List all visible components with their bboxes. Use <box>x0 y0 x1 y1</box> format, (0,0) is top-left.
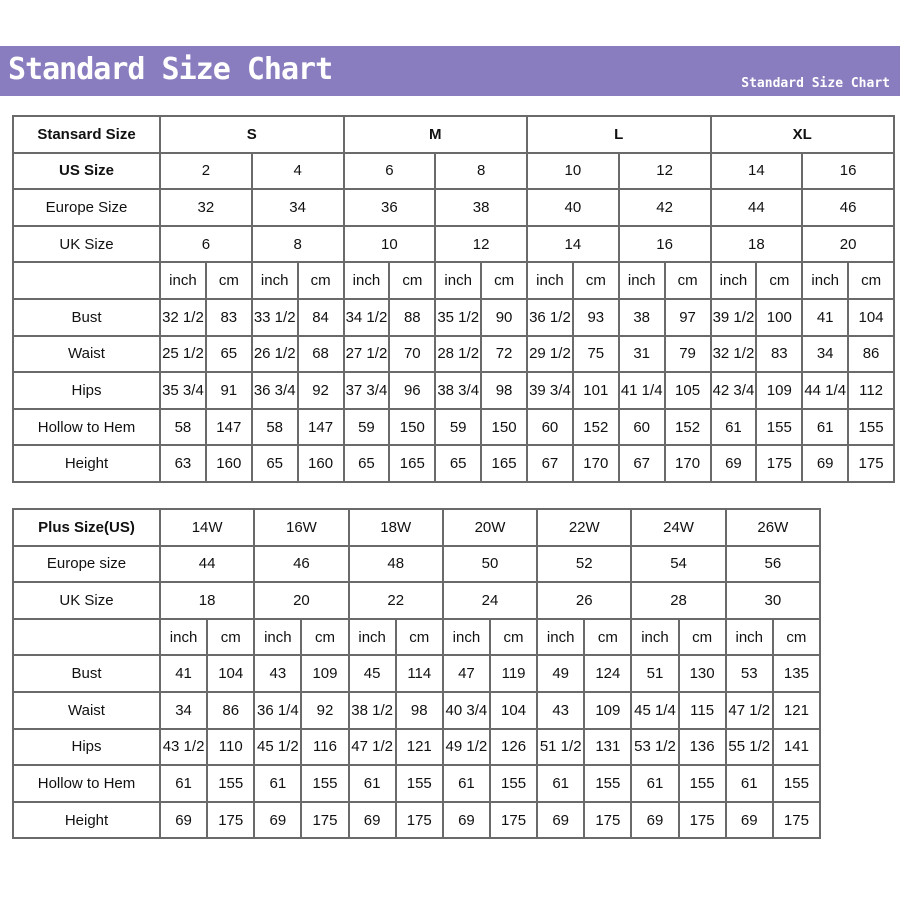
value-cell: 155 <box>301 765 348 802</box>
value-cell: 49 <box>537 655 584 692</box>
unit-cell: inch <box>252 262 298 299</box>
value-cell: 47 1/2 <box>349 729 396 766</box>
plus-uk-row <box>13 582 894 619</box>
value-cell: 35 1/2 <box>435 299 481 336</box>
size-cell: 24 <box>443 582 537 619</box>
value-cell: 155 <box>848 409 894 446</box>
value-cell: 135 <box>773 655 820 692</box>
value-cell: 41 <box>802 299 848 336</box>
value-cell: 61 <box>160 765 207 802</box>
unit-cell: cm <box>389 262 435 299</box>
value-cell: 119 <box>490 655 537 692</box>
standard-unit-row <box>13 262 894 299</box>
value-cell: 61 <box>631 765 678 802</box>
unit-cell: cm <box>298 262 344 299</box>
value-cell: 104 <box>848 299 894 336</box>
size-group-cell: XL <box>711 116 895 153</box>
value-cell: 61 <box>726 765 773 802</box>
size-cell: 20 <box>802 226 894 263</box>
standard-measure-row <box>13 409 894 446</box>
size-cell: 36 <box>344 189 436 226</box>
value-cell: 150 <box>389 409 435 446</box>
value-cell: 67 <box>619 445 665 482</box>
value-cell: 136 <box>679 729 726 766</box>
value-cell: 31 <box>619 336 665 373</box>
value-cell: 79 <box>665 336 711 373</box>
value-cell: 98 <box>481 372 527 409</box>
value-cell: 83 <box>756 336 802 373</box>
blank-cell <box>820 802 894 839</box>
value-cell: 45 1/4 <box>631 692 678 729</box>
value-cell: 45 <box>349 655 396 692</box>
value-cell: 175 <box>848 445 894 482</box>
value-cell: 91 <box>206 372 252 409</box>
value-cell: 155 <box>679 765 726 802</box>
row-label: Height <box>13 445 160 482</box>
plus-measure-row <box>13 765 894 802</box>
value-cell: 150 <box>481 409 527 446</box>
unit-cell: cm <box>490 619 537 656</box>
value-cell: 28 1/2 <box>435 336 481 373</box>
value-cell: 39 1/2 <box>711 299 757 336</box>
value-cell: 43 <box>254 655 301 692</box>
value-cell: 69 <box>160 802 207 839</box>
size-cell: 22W <box>537 509 631 546</box>
title-banner <box>0 46 900 96</box>
value-cell: 69 <box>349 802 396 839</box>
blank-cell <box>820 619 894 656</box>
value-cell: 155 <box>773 765 820 802</box>
value-cell: 36 3/4 <box>252 372 298 409</box>
value-cell: 69 <box>254 802 301 839</box>
value-cell: 112 <box>848 372 894 409</box>
size-cell: 16 <box>619 226 711 263</box>
size-cell: 8 <box>435 153 527 190</box>
value-cell: 175 <box>396 802 443 839</box>
unit-cell: cm <box>206 262 252 299</box>
size-cell: 14 <box>527 226 619 263</box>
unit-cell: cm <box>756 262 802 299</box>
value-cell: 104 <box>207 655 254 692</box>
size-cell: 18 <box>160 582 254 619</box>
unit-cell: cm <box>207 619 254 656</box>
value-cell: 86 <box>207 692 254 729</box>
value-cell: 175 <box>773 802 820 839</box>
size-cell: 54 <box>631 546 725 583</box>
size-cell: 28 <box>631 582 725 619</box>
size-cell: 8 <box>252 226 344 263</box>
blank-cell <box>820 546 894 583</box>
size-cell: 18 <box>711 226 803 263</box>
value-cell: 155 <box>756 409 802 446</box>
standard-us-row <box>13 153 894 190</box>
size-cell: 40 <box>527 189 619 226</box>
value-cell: 69 <box>802 445 848 482</box>
unit-cell: inch <box>160 619 207 656</box>
size-cell: 20W <box>443 509 537 546</box>
value-cell: 75 <box>573 336 619 373</box>
value-cell: 51 <box>631 655 678 692</box>
value-cell: 69 <box>711 445 757 482</box>
size-cell: 6 <box>160 226 252 263</box>
value-cell: 33 1/2 <box>252 299 298 336</box>
value-cell: 69 <box>726 802 773 839</box>
blank-cell <box>820 655 894 692</box>
value-cell: 59 <box>344 409 390 446</box>
size-cell: 12 <box>435 226 527 263</box>
value-cell: 41 1/4 <box>619 372 665 409</box>
row-label: Hips <box>13 729 160 766</box>
size-cell: 44 <box>711 189 803 226</box>
value-cell: 61 <box>537 765 584 802</box>
size-cell: 14 <box>711 153 803 190</box>
value-cell: 32 1/2 <box>711 336 757 373</box>
value-cell: 32 1/2 <box>160 299 206 336</box>
value-cell: 92 <box>301 692 348 729</box>
standard-measure-row <box>13 372 894 409</box>
unit-cell: inch <box>254 619 301 656</box>
value-cell: 105 <box>665 372 711 409</box>
value-cell: 43 <box>537 692 584 729</box>
size-group-cell: S <box>160 116 344 153</box>
value-cell: 96 <box>389 372 435 409</box>
blank-cell <box>13 262 160 299</box>
size-cell: 26W <box>726 509 820 546</box>
plus-measure-row <box>13 802 894 839</box>
banner-title: Standard Size Chart <box>8 52 333 87</box>
plus-measure-row <box>13 692 894 729</box>
value-cell: 67 <box>527 445 573 482</box>
size-cell: 24W <box>631 509 725 546</box>
value-cell: 63 <box>160 445 206 482</box>
standard-measure-row <box>13 336 894 373</box>
value-cell: 165 <box>481 445 527 482</box>
value-cell: 53 <box>726 655 773 692</box>
blank-cell <box>13 619 160 656</box>
size-cell: 38 <box>435 189 527 226</box>
unit-cell: inch <box>711 262 757 299</box>
unit-cell: inch <box>802 262 848 299</box>
standard-measure-row <box>13 299 894 336</box>
value-cell: 160 <box>298 445 344 482</box>
plus-measure-row <box>13 729 894 766</box>
value-cell: 170 <box>573 445 619 482</box>
row-label: Hips <box>13 372 160 409</box>
blank-cell <box>820 509 894 546</box>
value-cell: 72 <box>481 336 527 373</box>
value-cell: 58 <box>160 409 206 446</box>
value-cell: 65 <box>344 445 390 482</box>
value-cell: 86 <box>848 336 894 373</box>
size-cell: 16W <box>254 509 348 546</box>
value-cell: 90 <box>481 299 527 336</box>
size-group-cell: L <box>527 116 711 153</box>
size-cell: 18W <box>349 509 443 546</box>
value-cell: 65 <box>252 445 298 482</box>
value-cell: 93 <box>573 299 619 336</box>
unit-cell: cm <box>301 619 348 656</box>
value-cell: 121 <box>773 692 820 729</box>
value-cell: 42 3/4 <box>711 372 757 409</box>
value-cell: 60 <box>527 409 573 446</box>
unit-cell: cm <box>584 619 631 656</box>
value-cell: 34 <box>160 692 207 729</box>
value-cell: 175 <box>756 445 802 482</box>
value-cell: 68 <box>298 336 344 373</box>
value-cell: 61 <box>802 409 848 446</box>
standard-europe-row <box>13 189 894 226</box>
row-label: Height <box>13 802 160 839</box>
plus-measure-row <box>13 655 894 692</box>
size-cell: 10 <box>344 226 436 263</box>
size-cell: 16 <box>802 153 894 190</box>
value-cell: 104 <box>490 692 537 729</box>
banner-subtitle: Standard Size Chart <box>741 76 890 91</box>
value-cell: 37 3/4 <box>344 372 390 409</box>
value-cell: 160 <box>206 445 252 482</box>
row-label: UK Size <box>13 226 160 263</box>
value-cell: 155 <box>584 765 631 802</box>
value-cell: 155 <box>490 765 537 802</box>
blank-cell <box>820 582 894 619</box>
value-cell: 29 1/2 <box>527 336 573 373</box>
value-cell: 121 <box>396 729 443 766</box>
unit-cell: inch <box>443 619 490 656</box>
value-cell: 47 1/2 <box>726 692 773 729</box>
unit-cell: inch <box>160 262 206 299</box>
value-cell: 165 <box>389 445 435 482</box>
value-cell: 36 1/2 <box>527 299 573 336</box>
size-cell: 32 <box>160 189 252 226</box>
value-cell: 83 <box>206 299 252 336</box>
value-cell: 116 <box>301 729 348 766</box>
value-cell: 38 <box>619 299 665 336</box>
size-cell: 34 <box>252 189 344 226</box>
unit-cell: inch <box>619 262 665 299</box>
value-cell: 34 <box>802 336 848 373</box>
row-label: Hollow to Hem <box>13 409 160 446</box>
blank-cell <box>820 765 894 802</box>
size-cell: 44 <box>160 546 254 583</box>
value-cell: 152 <box>573 409 619 446</box>
value-cell: 131 <box>584 729 631 766</box>
size-cell: 22 <box>349 582 443 619</box>
size-cell: 46 <box>254 546 348 583</box>
value-cell: 115 <box>679 692 726 729</box>
row-label: UK Size <box>13 582 160 619</box>
value-cell: 47 <box>443 655 490 692</box>
unit-cell: cm <box>396 619 443 656</box>
value-cell: 61 <box>349 765 396 802</box>
size-group-cell: M <box>344 116 528 153</box>
value-cell: 100 <box>756 299 802 336</box>
value-cell: 27 1/2 <box>344 336 390 373</box>
unit-cell: inch <box>631 619 678 656</box>
value-cell: 49 1/2 <box>443 729 490 766</box>
value-cell: 124 <box>584 655 631 692</box>
unit-cell: cm <box>573 262 619 299</box>
plus-header-row <box>13 509 894 546</box>
value-cell: 38 1/2 <box>349 692 396 729</box>
value-cell: 175 <box>301 802 348 839</box>
value-cell: 155 <box>396 765 443 802</box>
unit-cell: inch <box>349 619 396 656</box>
value-cell: 45 1/2 <box>254 729 301 766</box>
value-cell: 175 <box>207 802 254 839</box>
value-cell: 65 <box>206 336 252 373</box>
size-cell: 12 <box>619 153 711 190</box>
standard-header-row <box>13 116 894 153</box>
value-cell: 126 <box>490 729 537 766</box>
value-cell: 130 <box>679 655 726 692</box>
row-label: Hollow to Hem <box>13 765 160 802</box>
blank-cell <box>820 729 894 766</box>
size-cell: 26 <box>537 582 631 619</box>
value-cell: 84 <box>298 299 344 336</box>
value-cell: 51 1/2 <box>537 729 584 766</box>
value-cell: 36 1/4 <box>254 692 301 729</box>
value-cell: 61 <box>711 409 757 446</box>
value-cell: 59 <box>435 409 481 446</box>
size-cell: 46 <box>802 189 894 226</box>
value-cell: 114 <box>396 655 443 692</box>
size-cell: 50 <box>443 546 537 583</box>
value-cell: 34 1/2 <box>344 299 390 336</box>
size-cell: 6 <box>344 153 436 190</box>
plus-unit-row <box>13 619 894 656</box>
unit-cell: cm <box>679 619 726 656</box>
value-cell: 170 <box>665 445 711 482</box>
standard-measure-row <box>13 445 894 482</box>
unit-cell: inch <box>344 262 390 299</box>
unit-cell: inch <box>726 619 773 656</box>
plus-size-table <box>12 508 895 839</box>
value-cell: 53 1/2 <box>631 729 678 766</box>
plus-europe-row <box>13 546 894 583</box>
value-cell: 88 <box>389 299 435 336</box>
value-cell: 147 <box>298 409 344 446</box>
value-cell: 175 <box>584 802 631 839</box>
unit-cell: inch <box>537 619 584 656</box>
value-cell: 69 <box>443 802 490 839</box>
row-label: Bust <box>13 299 160 336</box>
value-cell: 26 1/2 <box>252 336 298 373</box>
value-cell: 141 <box>773 729 820 766</box>
value-cell: 109 <box>301 655 348 692</box>
size-cell: 10 <box>527 153 619 190</box>
value-cell: 61 <box>443 765 490 802</box>
row-label: US Size <box>13 153 160 190</box>
unit-cell: cm <box>773 619 820 656</box>
standard-header-label: Stansard Size <box>13 116 160 153</box>
size-cell: 30 <box>726 582 820 619</box>
standard-size-table <box>12 115 895 483</box>
value-cell: 147 <box>206 409 252 446</box>
value-cell: 70 <box>389 336 435 373</box>
size-cell: 56 <box>726 546 820 583</box>
plus-header-label: Plus Size(US) <box>13 509 160 546</box>
value-cell: 110 <box>207 729 254 766</box>
value-cell: 109 <box>584 692 631 729</box>
unit-cell: cm <box>481 262 527 299</box>
value-cell: 40 3/4 <box>443 692 490 729</box>
value-cell: 152 <box>665 409 711 446</box>
value-cell: 92 <box>298 372 344 409</box>
value-cell: 41 <box>160 655 207 692</box>
value-cell: 58 <box>252 409 298 446</box>
value-cell: 44 1/4 <box>802 372 848 409</box>
value-cell: 175 <box>490 802 537 839</box>
row-label: Europe size <box>13 546 160 583</box>
value-cell: 98 <box>396 692 443 729</box>
value-cell: 69 <box>631 802 678 839</box>
value-cell: 109 <box>756 372 802 409</box>
unit-cell: inch <box>527 262 573 299</box>
standard-uk-row <box>13 226 894 263</box>
value-cell: 175 <box>679 802 726 839</box>
value-cell: 60 <box>619 409 665 446</box>
value-cell: 65 <box>435 445 481 482</box>
size-cell: 20 <box>254 582 348 619</box>
row-label: Waist <box>13 692 160 729</box>
value-cell: 61 <box>254 765 301 802</box>
value-cell: 39 3/4 <box>527 372 573 409</box>
value-cell: 97 <box>665 299 711 336</box>
value-cell: 25 1/2 <box>160 336 206 373</box>
value-cell: 43 1/2 <box>160 729 207 766</box>
size-cell: 48 <box>349 546 443 583</box>
value-cell: 38 3/4 <box>435 372 481 409</box>
value-cell: 155 <box>207 765 254 802</box>
row-label: Europe Size <box>13 189 160 226</box>
value-cell: 35 3/4 <box>160 372 206 409</box>
unit-cell: cm <box>848 262 894 299</box>
size-cell: 52 <box>537 546 631 583</box>
blank-cell <box>820 692 894 729</box>
size-cell: 42 <box>619 189 711 226</box>
row-label: Bust <box>13 655 160 692</box>
size-cell: 2 <box>160 153 252 190</box>
size-cell: 14W <box>160 509 254 546</box>
value-cell: 69 <box>537 802 584 839</box>
unit-cell: cm <box>665 262 711 299</box>
value-cell: 101 <box>573 372 619 409</box>
size-cell: 4 <box>252 153 344 190</box>
unit-cell: inch <box>435 262 481 299</box>
row-label: Waist <box>13 336 160 373</box>
value-cell: 55 1/2 <box>726 729 773 766</box>
